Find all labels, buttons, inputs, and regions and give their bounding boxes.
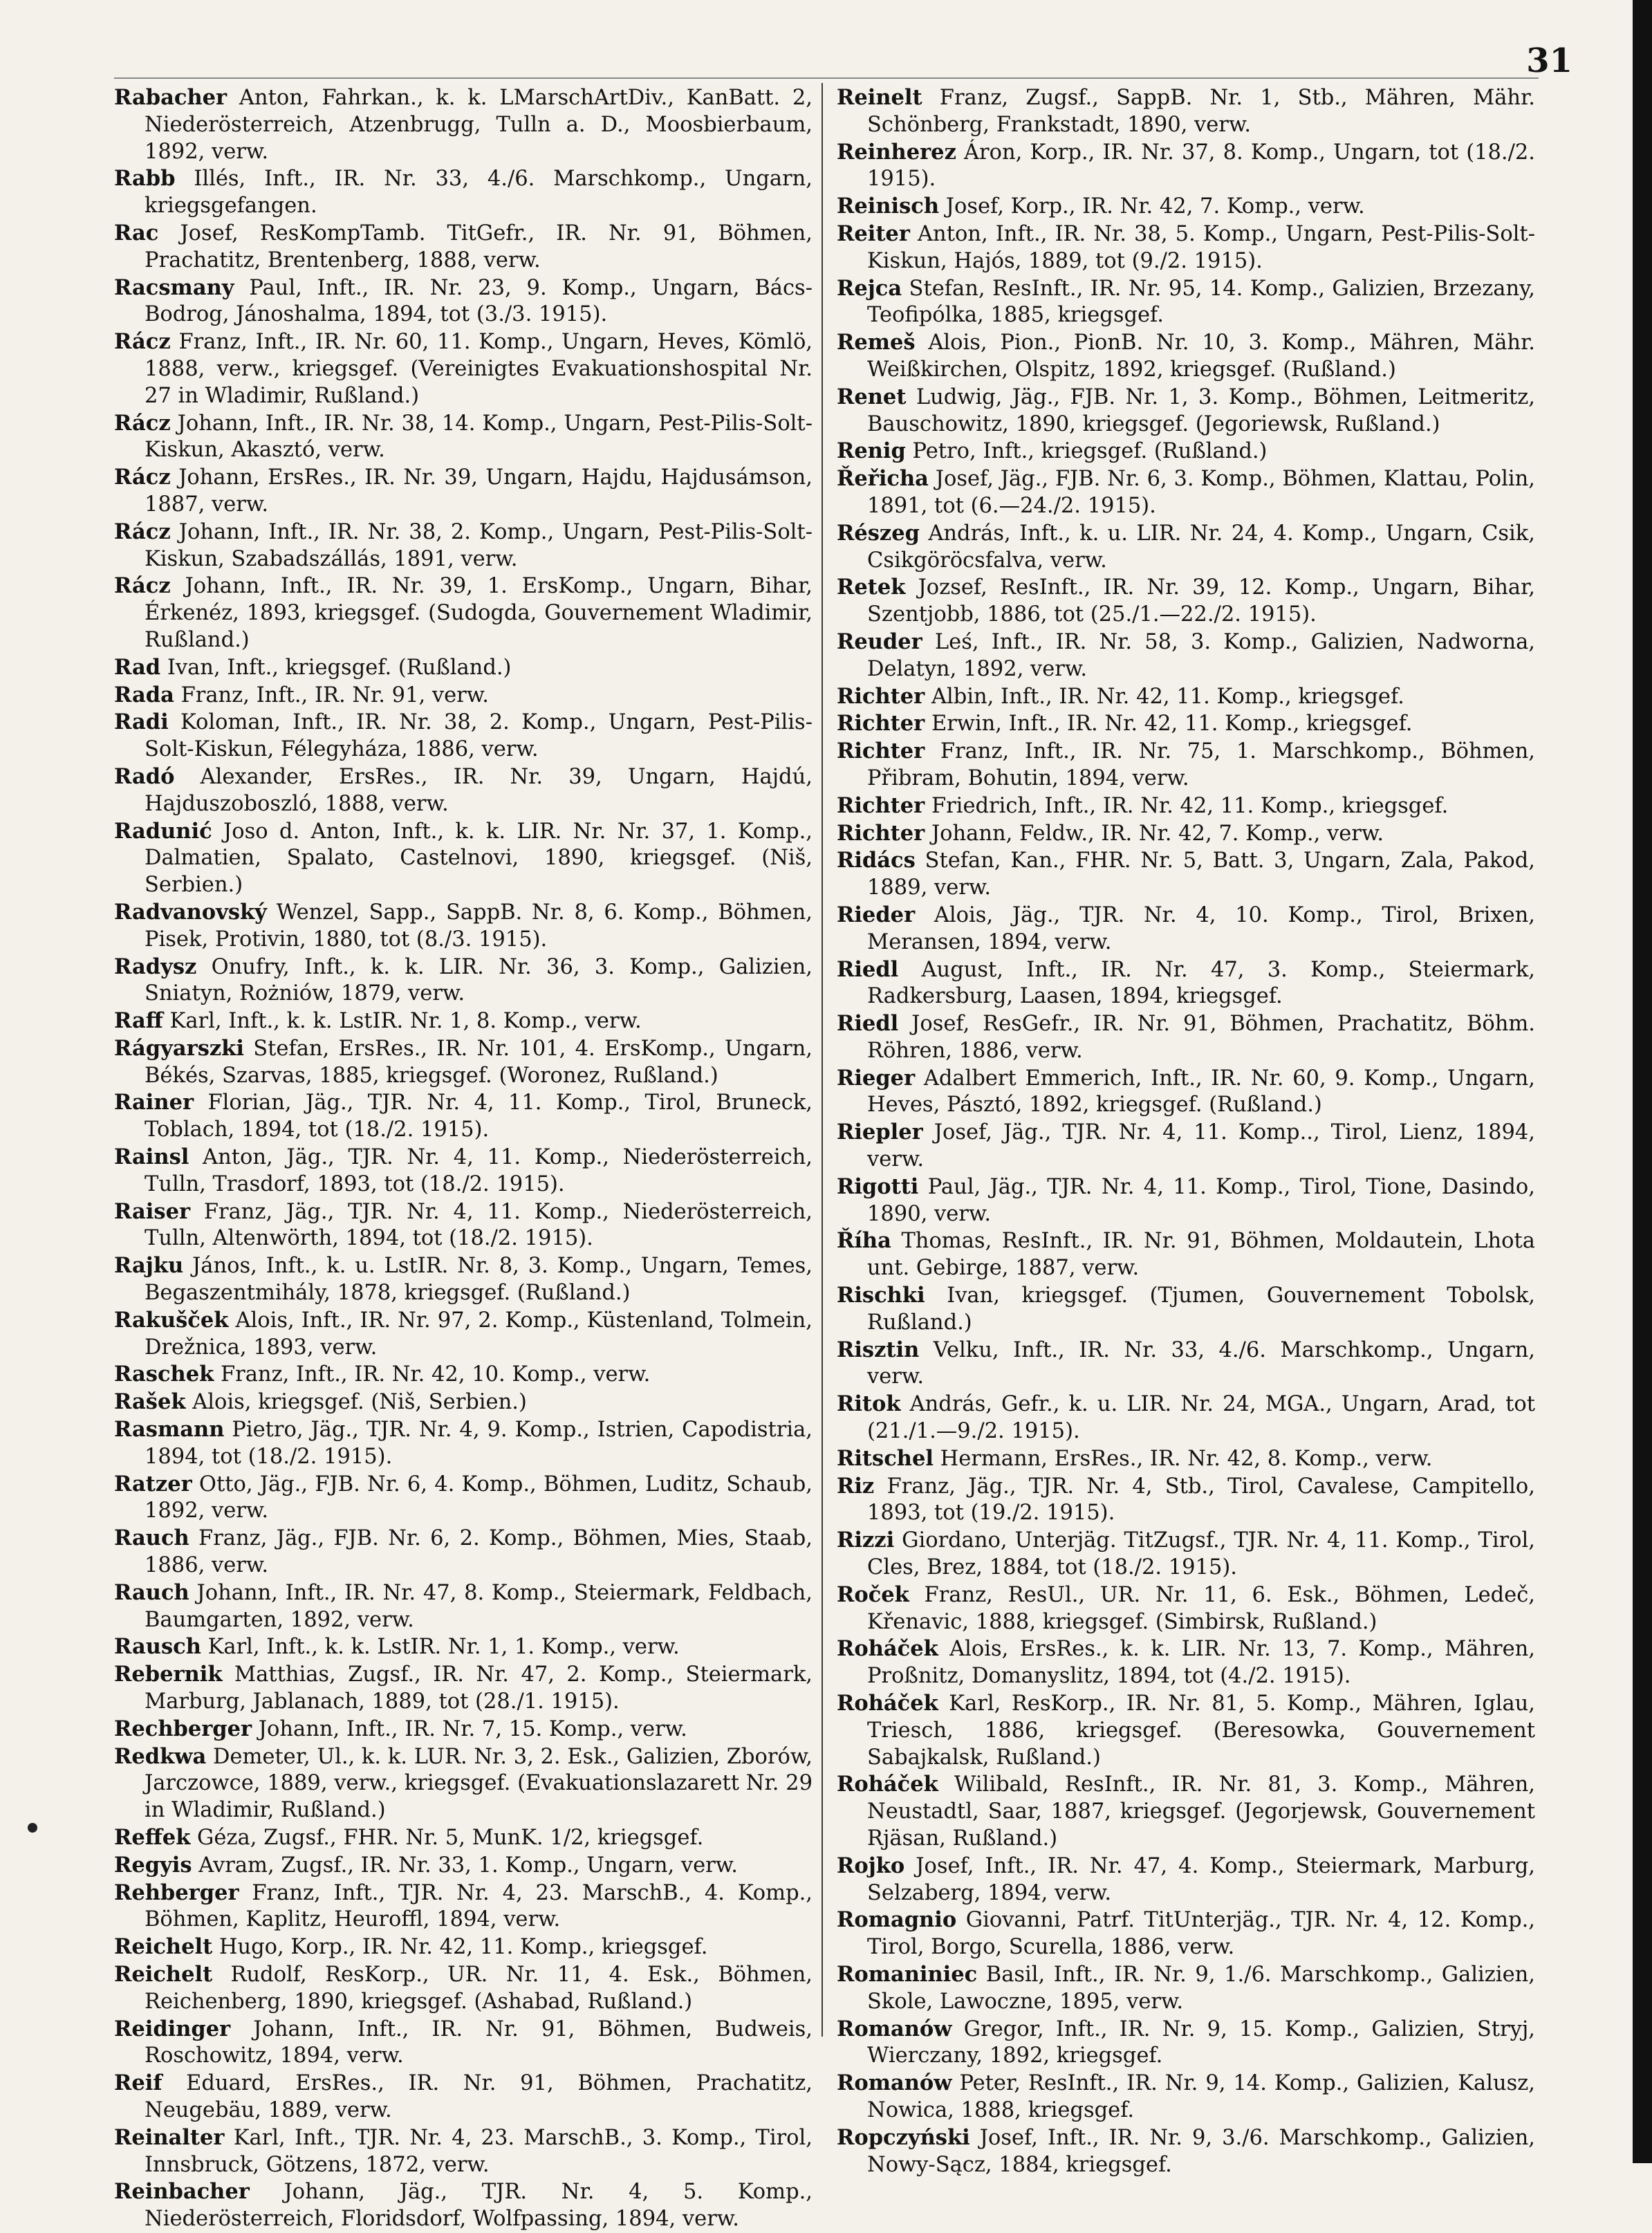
entry-surname: Rejca — [837, 275, 902, 301]
list-item — [114, 1661, 813, 1716]
entry-surname: Romanów — [837, 2016, 952, 2041]
entry-details: András, Gefr., k. u. LIR. Nr. 24, MGA., Ungarn, Arad, tot (21./1.—9./2. 1915). — [867, 1392, 1535, 1444]
entry-details: Alois, Jäg., TJR. Nr. 4, 10. Komp., Tirol, Brixen, Meransen, 1894, verw. — [867, 902, 1535, 954]
list-item — [114, 1035, 813, 1090]
entry-surname: Részeg — [837, 520, 920, 546]
entry-details: Josef, Jäg., TJR. Nr. 4, 11. Komp.., Tirol, Lienz, 1894, verw. — [867, 1120, 1535, 1172]
list-item — [837, 221, 1535, 275]
entry-surname: Rieger — [837, 1065, 916, 1091]
entry-surname: Ratzer — [114, 1471, 192, 1497]
entry-surname: Richter — [837, 711, 925, 736]
entry-surname: Rasmann — [114, 1417, 225, 1443]
entry-surname: Reif — [114, 2070, 163, 2096]
entry-details: Karl, Inft., k. k. LstIR. Nr. 1, 1. Komp., verw. — [201, 1635, 680, 1660]
entry-surname: Rabacher — [114, 85, 228, 110]
entry-surname: Riedl — [837, 956, 899, 982]
entry-surname: Rajku — [114, 1253, 184, 1279]
entry-surname: Rakušček — [114, 1307, 229, 1333]
list-item — [114, 954, 813, 1008]
entry-surname: Reidinger — [114, 2016, 231, 2041]
entry-surname: Rehberger — [114, 1880, 239, 1905]
list-item — [114, 1471, 813, 1526]
list-item — [837, 329, 1535, 384]
entry-details: Joso d. Anton, Inft., k. k. LIR. Nr. Nr. 37, 1. Komp., Dalmatien, Spalato, Castelnovi, 1890, kriegsgef. (Niš, Serbien.) — [145, 819, 813, 898]
list-item — [837, 193, 1535, 221]
list-item — [114, 654, 813, 682]
entry-surname: Roháček — [837, 1772, 938, 1797]
list-item — [837, 1065, 1535, 1120]
list-item — [114, 1824, 813, 1852]
list-item — [114, 1416, 813, 1471]
entry-details: Rudolf, ResKorp., UR. Nr. 11, 4. Esk., Böhmen, Reichenberg, 1890, kriegsgef. (Ashabad, Rußland.) — [145, 1962, 813, 2014]
list-item — [114, 573, 813, 654]
entry-surname: Reichelt — [114, 1961, 213, 1987]
page-number: 31 — [1526, 41, 1572, 80]
entry-details: August, Inft., IR. Nr. 47, 3. Komp., Steiermark, Radkersburg, Laasen, 1894, kriegsgef. — [867, 957, 1535, 1009]
entry-details: Josef, ResKompTamb. TitGefr., IR. Nr. 91, Böhmen, Prachatitz, Brentenberg, 1888, verw. — [145, 221, 813, 272]
list-item — [837, 384, 1535, 438]
entry-details: Franz, Zugsf., SappB. Nr. 1, Stb., Mähren, Mähr. Schönberg, Frankstadt, 1890, verw. — [867, 86, 1535, 137]
entry-surname: Radunić — [114, 818, 212, 844]
list-item — [837, 629, 1535, 683]
entry-surname: Ridács — [837, 848, 916, 873]
list-item — [837, 1227, 1535, 1282]
entry-surname: Remeš — [837, 330, 916, 355]
entry-details: Ivan, kriegsgef. (Tjumen, Gouvernement Tobolsk, Rußland.) — [867, 1284, 1535, 1335]
entry-surname: Roháček — [837, 1636, 938, 1662]
entry-surname: Reiter — [837, 221, 910, 246]
entry-surname: Raschek — [114, 1362, 214, 1387]
list-item — [837, 1119, 1535, 1174]
list-item — [837, 710, 1535, 738]
list-item — [114, 682, 813, 710]
entry-details: Anton, Jäg., TJR. Nr. 4, 11. Komp., Niederösterreich, Tulln, Trasdorf, 1893, tot (18./2. 1915). — [145, 1145, 813, 1196]
entry-details: Gregor, Inft., IR. Nr. 9, 15. Komp., Galizien, Stryj, Wierczany, 1892, kriegsgef. — [867, 2017, 1535, 2068]
entry-surname: Reffek — [114, 1825, 191, 1850]
entry-surname: Riz — [837, 1473, 875, 1499]
entry-details: András, Inft., k. u. LIR. Nr. 24, 4. Komp., Ungarn, Csik, Csikgöröcsfalva, verw. — [867, 521, 1535, 573]
entry-details: Alois, Pion., PionB. Nr. 10, 3. Komp., Mähren, Mähr. Weißkirchen, Olspitz, 1892, kriegsgef. (Rußland.) — [867, 331, 1535, 382]
list-item — [114, 410, 813, 465]
entry-details: János, Inft., k. u. LstIR. Nr. 8, 3. Komp., Ungarn, Temes, Begaszentmihály, 1878, kriegsgef. (Rußland.) — [145, 1254, 813, 1306]
entry-details: Matthias, Zugsf., IR. Nr. 47, 2. Komp., Steiermark, Marburg, Jablanach, 1889, tot (28./1. 1915). — [145, 1662, 813, 1714]
entry-details: Géza, Zugsf., FHR. Nr. 5, MunK. 1/2, kriegsgef. — [190, 1826, 704, 1850]
entry-details: Josef, Korp., IR. Nr. 42, 7. Komp., verw. — [939, 194, 1365, 219]
entry-surname: Rausch — [114, 1634, 201, 1660]
entry-details: Franz, Jäg., TJR. Nr. 4, 11. Komp., Niederösterreich, Tulln, Altenwörth, 1894, tot (18./2. 1915). — [145, 1199, 813, 1251]
entry-details: Anton, Fahrkan., k. k. LMarschArtDiv., KanBatt. 2, Niederösterreich, Atzenbrugg, Tulln a. D., Moosbierbaum, 1892, verw. — [145, 86, 813, 164]
entry-surname: Raiser — [114, 1198, 191, 1224]
list-item — [837, 1473, 1535, 1528]
entry-surname: Rad — [114, 654, 161, 680]
list-item — [837, 1690, 1535, 1771]
list-item — [837, 1527, 1535, 1582]
entry-details: Petro, Inft., kriegsgef. (Rußland.) — [905, 439, 1268, 464]
entry-details: Franz, Inft., IR. Nr. 91, verw. — [174, 683, 489, 707]
entry-surname: Rágyarszki — [114, 1035, 244, 1061]
entry-surname: Romanów — [837, 2070, 952, 2096]
entry-surname: Renet — [837, 384, 907, 409]
entry-details: Giordano, Unterjäg. TitZugsf., TJR. Nr. 4, 11. Komp., Tirol, Cles, Brez, 1884, tot (18./2. 1915). — [867, 1528, 1535, 1580]
list-item — [837, 683, 1535, 711]
entry-surname: Richter — [837, 739, 925, 764]
list-item — [114, 2124, 813, 2179]
entry-surname: Reinherez — [837, 139, 956, 165]
entry-surname: Rada — [114, 682, 174, 707]
list-item — [837, 1961, 1535, 2016]
entry-surname: Romagnio — [837, 1907, 957, 1933]
entry-surname: Rabb — [114, 166, 176, 192]
list-item — [837, 1337, 1535, 1391]
entry-surname: Rácz — [114, 410, 171, 436]
entry-details: Karl, ResKorp., IR. Nr. 81, 5. Komp., Mähren, Iglau, Triesch, 1886, kriegsgef. (Beresowka, Gouvernement Sabajkalsk, Rußland.) — [867, 1692, 1535, 1770]
list-item — [837, 738, 1535, 793]
entry-surname: Radvanovský — [114, 899, 267, 925]
list-item — [114, 1307, 813, 1362]
entry-details: Demeter, Ul., k. k. LUR. Nr. 3, 2. Esk., Galizien, Zborów, Jarczowce, 1889, verw., kriegsgef. (Evakuationslazarett Nr. 29 in Wladimir, Rußland.) — [145, 1744, 813, 1823]
list-item — [837, 902, 1535, 956]
entry-details: Onufry, Inft., k. k. LIR. Nr. 36, 3. Komp., Galizien, Sniatyn, Rożniów, 1879, verw. — [145, 954, 813, 1006]
entry-surname: Rašek — [114, 1389, 186, 1415]
entry-details: Thomas, ResInft., IR. Nr. 91, Böhmen, Moldautein, Lhota unt. Gebirge, 1887, verw. — [867, 1229, 1535, 1281]
list-item — [114, 519, 813, 573]
entry-surname: Reinelt — [837, 85, 922, 110]
entry-details: Johann, Jäg., TJR. Nr. 4, 5. Komp., Niederösterreich, Floridsdorf, Wolfpassing, 1894, verw. — [145, 2180, 813, 2232]
entry-details: Franz, ResUl., UR. Nr. 11, 6. Esk., Böhmen, Ledeč, Křenavic, 1888, kriegsgef. (Simbirsk, Rußland.) — [867, 1582, 1535, 1634]
entry-details: Adalbert Emmerich, Inft., IR. Nr. 60, 9. Komp., Ungarn, Heves, Pásztó, 1892, kriegsgef. (Rußland.) — [867, 1066, 1535, 1118]
list-item — [837, 1010, 1535, 1065]
entry-surname: Ropczyński — [837, 2124, 970, 2150]
list-item — [114, 818, 813, 899]
list-item — [837, 1853, 1535, 1907]
entry-details: Wilibald, ResInft., IR. Nr. 81, 3. Komp., Mähren, Neustadtl, Saar, 1887, kriegsgef. (Jegorjewsk, Gouvernement Rjäsan, Rußland.) — [867, 1772, 1535, 1851]
list-item — [837, 820, 1535, 848]
list-item — [837, 1174, 1535, 1228]
entry-details: Eduard, ErsRes., IR. Nr. 91, Böhmen, Prachatitz, Neugebäu, 1889, verw. — [145, 2071, 813, 2122]
entry-details: Peter, ResInft., IR. Nr. 9, 14. Komp., Galizien, Kalusz, Nowica, 1888, kriegsgef. — [867, 2071, 1535, 2122]
list-item — [114, 1579, 813, 1634]
list-item — [837, 438, 1535, 465]
entry-surname: Rojko — [837, 1853, 905, 1878]
list-item — [837, 1771, 1535, 1852]
entry-details: Johann, ErsRes., IR. Nr. 39, Ungarn, Hajdu, Hajdusámson, 1887, verw. — [145, 465, 813, 517]
entry-details: Erwin, Inft., IR. Nr. 42, 11. Komp., kriegsgef. — [925, 712, 1413, 736]
entry-details: Johann, Inft., IR. Nr. 7, 15. Komp., verw. — [252, 1716, 687, 1741]
list-item — [114, 328, 813, 409]
list-item — [114, 1525, 813, 1579]
entry-surname: Roháček — [837, 1691, 938, 1716]
entry-surname: Rac — [114, 220, 159, 245]
entry-details: Alexander, ErsRes., IR. Nr. 39, Ungarn, Hajdú, Hajduszoboszló, 1888, verw. — [145, 764, 813, 816]
entry-surname: Reinisch — [837, 194, 940, 219]
entry-surname: Redkwa — [114, 1743, 207, 1769]
entry-details: Velku, Inft., IR. Nr. 33, 4./6. Marschkomp., Ungarn, verw. — [867, 1337, 1535, 1389]
entry-surname: Risztin — [837, 1337, 920, 1362]
entry-details: Giovanni, Patrf. TitUnterjäg., TJR. Nr. 4, 12. Komp., Tirol, Borgo, Scurella, 1886, verw. — [867, 1908, 1535, 1960]
top-rule — [114, 77, 1539, 79]
entry-surname: Riedl — [837, 1011, 899, 1037]
entry-surname: Richter — [837, 683, 925, 709]
entry-surname: Rechberger — [114, 1716, 252, 1741]
entry-surname: Rebernik — [114, 1662, 223, 1687]
entry-surname: Ritschel — [837, 1445, 934, 1471]
entry-surname: Riepler — [837, 1120, 923, 1145]
list-item — [837, 2070, 1535, 2124]
list-item — [837, 793, 1535, 820]
entry-details: Franz, Inft., IR. Nr. 42, 10. Komp., verw. — [214, 1362, 651, 1387]
entry-details: Josef, ResGefr., IR. Nr. 91, Böhmen, Prachatitz, Böhm. Röhren, 1886, verw. — [867, 1012, 1535, 1063]
entry-details: Franz, Inft., TJR. Nr. 4, 23. MarschB., 4. Komp., Böhmen, Kaplitz, Heuroffl, 1894, verw. — [145, 1880, 813, 1932]
entry-details: Basil, Inft., IR. Nr. 9, 1./6. Marschkomp., Galizien, Skole, Lawoczne, 1895, verw. — [867, 1962, 1535, 2014]
entry-surname: Richter — [837, 793, 925, 818]
list-item — [837, 465, 1535, 520]
entry-details: Johann, Inft., IR. Nr. 38, 14. Komp., Ungarn, Pest-Pilis-Solt-Kiskun, Akasztó, verw. — [145, 411, 813, 463]
entry-details: Koloman, Inft., IR. Nr. 38, 2. Komp., Ungarn, Pest-Pilis-Solt-Kiskun, Félegyháza, 1886, verw. — [145, 710, 813, 762]
entry-surname: Retek — [837, 575, 906, 600]
entry-details: Anton, Inft., IR. Nr. 38, 5. Komp., Ungarn, Pest-Pilis-Solt-Kiskun, Hajós, 1889, tot (9./2. 1915). — [867, 221, 1535, 273]
entry-surname: Rizzi — [837, 1528, 895, 1553]
entry-details: Johann, Inft., IR. Nr. 39, 1. ErsKomp., Ungarn, Bihar, Érkenéz, 1893, kriegsgef. (Sudogda, Gouvernement Wladimir, Rußland.) — [145, 574, 813, 652]
entry-surname: Rainer — [114, 1090, 194, 1115]
list-item — [837, 1282, 1535, 1337]
entry-surname: Rácz — [114, 573, 171, 599]
list-item — [114, 1361, 813, 1389]
entry-details: Josef, Inft., IR. Nr. 47, 4. Komp., Steiermark, Marburg, Selzaberg, 1894, verw. — [867, 1853, 1535, 1905]
list-item — [114, 1008, 813, 1035]
entry-details: Franz, Inft., IR. Nr. 60, 11. Komp., Ungarn, Heves, Kömlö, 1888, verw., kriegsgef. (Vereinigtes Evakuationshospital Nr. 27 in Wladimir, Rußland.) — [145, 330, 813, 408]
entry-details: Paul, Jäg., TJR. Nr. 4, 11. Komp., Tirol, Tione, Dasindo, 1890, verw. — [867, 1174, 1535, 1226]
entry-details: Stefan, ErsRes., IR. Nr. 101, 4. ErsKomp., Ungarn, Békés, Szarvas, 1885, kriegsgef. (Woronez, Rußland.) — [145, 1036, 813, 1088]
entry-surname: Říha — [837, 1228, 891, 1254]
entry-details: Johann, Inft., IR. Nr. 38, 2. Komp., Ungarn, Pest-Pilis-Solt-Kiskun, Szabadszállás, 1891, verw. — [145, 519, 813, 571]
entry-surname: Radysz — [114, 954, 197, 979]
list-item — [114, 1716, 813, 1743]
entry-surname: Radó — [114, 763, 175, 789]
entry-details: Áron, Korp., IR. Nr. 37, 8. Komp., Ungarn, tot (18./2. 1915). — [867, 140, 1535, 192]
list-item — [114, 1252, 813, 1307]
list-item — [114, 1389, 813, 1416]
entry-details: Wenzel, Sapp., SappB. Nr. 8, 6. Komp., Böhmen, Pisek, Protivin, 1880, tot (8./3. 1915). — [145, 900, 813, 952]
entry-surname: Rauch — [114, 1526, 189, 1551]
list-item — [114, 1743, 813, 1824]
entry-details: Franz, Inft., IR. Nr. 75, 1. Marschkomp., Böhmen, Přibram, Bohutin, 1894, verw. — [867, 739, 1535, 790]
entry-surname: Rácz — [114, 329, 171, 355]
entry-surname: Rauch — [114, 1579, 189, 1605]
list-item — [837, 2016, 1535, 2070]
entry-details: Johann, Inft., IR. Nr. 91, Böhmen, Budweis, Roschowitz, 1894, verw. — [145, 2017, 813, 2068]
entry-details: Paul, Inft., IR. Nr. 23, 9. Komp., Ungarn, Bács-Bodrog, Jánoshalma, 1894, tot (3./3. 1915). — [145, 275, 813, 327]
list-item — [837, 1582, 1535, 1636]
list-item — [114, 464, 813, 519]
list-item — [114, 1089, 813, 1144]
entry-details: Jozsef, ResInft., IR. Nr. 39, 12. Komp., Ungarn, Bihar, Szentjobb, 1886, tot (25./1.—22./2. 1915). — [867, 575, 1535, 627]
list-item — [114, 709, 813, 763]
entry-details: Pietro, Jäg., TJR. Nr. 4, 9. Komp., Istrien, Capodistria, 1894, tot (18./2. 1915). — [145, 1418, 813, 1469]
list-item — [114, 275, 813, 329]
page-edge — [1633, 0, 1652, 2163]
entry-details: Leś, Inft., IR. Nr. 58, 3. Komp., Galizien, Nadworna, Delatyn, 1892, verw. — [867, 629, 1535, 681]
list-item — [114, 1852, 813, 1880]
entry-surname: Romaniniec — [837, 1961, 978, 1987]
entry-surname: Racsmany — [114, 275, 234, 300]
entry-surname: Roček — [837, 1582, 909, 1607]
list-item — [837, 275, 1535, 330]
list-item — [114, 899, 813, 954]
list-item — [114, 1934, 813, 1961]
list-item — [114, 2016, 813, 2070]
list-item — [837, 84, 1535, 139]
entry-details: Hermann, ErsRes., IR. Nr. 42, 8. Komp., verw. — [933, 1446, 1433, 1471]
entry-surname: Ritok — [837, 1391, 901, 1417]
entry-details: Illés, Inft., IR. Nr. 33, 4./6. Marschkomp., Ungarn, kriegsgefangen. — [145, 167, 813, 219]
entry-details: Johann, Feldw., IR. Nr. 42, 7. Komp., verw. — [925, 821, 1384, 846]
column-divider — [822, 83, 823, 2037]
entry-details: Alois, ErsRes., k. k. LIR. Nr. 13, 7. Komp., Mähren, Proßnitz, Domanyslitz, 1894, tot (4./2. 1915). — [867, 1637, 1535, 1689]
punch-hole-mark — [28, 1823, 37, 1833]
left-column — [114, 84, 813, 2233]
entry-surname: Rigotti — [837, 1174, 919, 1199]
list-item — [837, 2124, 1535, 2179]
entry-details: Stefan, Kan., FHR. Nr. 5, Batt. 3, Ungarn, Zala, Pakod, 1889, verw. — [867, 849, 1535, 900]
entry-surname: Reuder — [837, 629, 922, 654]
list-item — [837, 1907, 1535, 1961]
entry-details: Florian, Jäg., TJR. Nr. 4, 11. Komp., Tirol, Bruneck, Toblach, 1894, tot (18./2. 1915). — [145, 1091, 813, 1142]
entry-surname: Reinbacher — [114, 2179, 250, 2205]
entry-surname: Reichelt — [114, 1934, 213, 1960]
entry-details: Johann, Inft., IR. Nr. 47, 8. Komp., Steiermark, Feldbach, Baumgarten, 1892, verw. — [145, 1580, 813, 1632]
list-item — [837, 1445, 1535, 1473]
entry-details: Avram, Zugsf., IR. Nr. 33, 1. Komp., Ungarn, verw. — [192, 1853, 738, 1878]
entry-details: Ivan, Inft., kriegsgef. (Rußland.) — [160, 655, 512, 680]
list-item — [114, 2070, 813, 2124]
entry-details: Ludwig, Jäg., FJB. Nr. 1, 3. Komp., Böhmen, Leitmeritz, Bauschowitz, 1890, kriegsgef. (Jegoriewsk, Rußland.) — [867, 384, 1535, 436]
entry-details: Alois, kriegsgef. (Niš, Serbien.) — [185, 1390, 527, 1415]
entry-surname: Rischki — [837, 1283, 925, 1308]
entry-details: Alois, Inft., IR. Nr. 97, 2. Komp., Küstenland, Tolmein, Drežnica, 1893, verw. — [145, 1308, 813, 1360]
list-item — [114, 1633, 813, 1661]
entry-surname: Rieder — [837, 902, 916, 927]
entry-details: Franz, Jäg., TJR. Nr. 4, Stb., Tirol, Cavalese, Campitello, 1893, tot (19./2. 1915). — [867, 1474, 1535, 1526]
entry-surname: Rácz — [114, 465, 171, 490]
entry-surname: Renig — [837, 438, 906, 464]
entry-details: Karl, Inft., k. k. LstIR. Nr. 1, 8. Komp., verw. — [163, 1009, 642, 1034]
entry-surname: Rácz — [114, 519, 171, 544]
entry-surname: Radi — [114, 710, 169, 735]
list-item — [837, 574, 1535, 629]
list-item — [114, 2178, 813, 2233]
list-item — [114, 763, 813, 818]
entry-surname: Rainsl — [114, 1145, 189, 1170]
entry-details: Franz, Jäg., FJB. Nr. 6, 2. Komp., Böhmen, Mies, Staab, 1886, verw. — [145, 1526, 813, 1578]
entry-surname: Reinalter — [114, 2124, 225, 2150]
list-item — [837, 1636, 1535, 1690]
entry-details: Hugo, Korp., IR. Nr. 42, 11. Komp., kriegsgef. — [212, 1935, 708, 1960]
list-item — [837, 1391, 1535, 1445]
right-column — [837, 84, 1535, 2178]
list-item — [837, 847, 1535, 902]
entry-surname: Řeřicha — [837, 466, 929, 492]
entry-surname: Richter — [837, 820, 925, 846]
entry-surname: Regyis — [114, 1852, 192, 1878]
entry-details: Friedrich, Inft., IR. Nr. 42, 11. Komp., kriegsgef. — [925, 793, 1449, 818]
entry-details: Otto, Jäg., FJB. Nr. 6, 4. Komp., Böhmen, Luditz, Schaub, 1892, verw. — [145, 1472, 813, 1523]
list-item — [837, 139, 1535, 194]
entry-details: Josef, Jäg., FJB. Nr. 6, 3. Komp., Böhmen, Klattau, Polin, 1891, tot (6.—24./2. 1915). — [867, 467, 1535, 518]
list-item — [837, 520, 1535, 575]
entry-details: Josef, Inft., IR. Nr. 9, 3./6. Marschkomp., Galizien, Nowy-Sącz, 1884, kriegsgef. — [867, 2125, 1535, 2177]
list-item — [114, 1198, 813, 1253]
list-item — [114, 1961, 813, 2016]
list-item — [114, 220, 813, 275]
entry-surname: Raff — [114, 1008, 163, 1034]
list-item — [114, 1880, 813, 1934]
list-item — [114, 165, 813, 220]
entry-details: Albin, Inft., IR. Nr. 42, 11. Komp., kriegsgef. — [925, 684, 1404, 709]
list-item — [837, 956, 1535, 1011]
entry-details: Stefan, ResInft., IR. Nr. 95, 14. Komp., Galizien, Brzezany, Teofipólka, 1885, kriegsgef. — [867, 276, 1535, 328]
list-item — [114, 84, 813, 165]
list-item — [114, 1144, 813, 1198]
entry-details: Karl, Inft., TJR. Nr. 4, 23. MarschB., 3. Komp., Tirol, Innsbruck, Götzens, 1872, verw. — [145, 2125, 813, 2177]
